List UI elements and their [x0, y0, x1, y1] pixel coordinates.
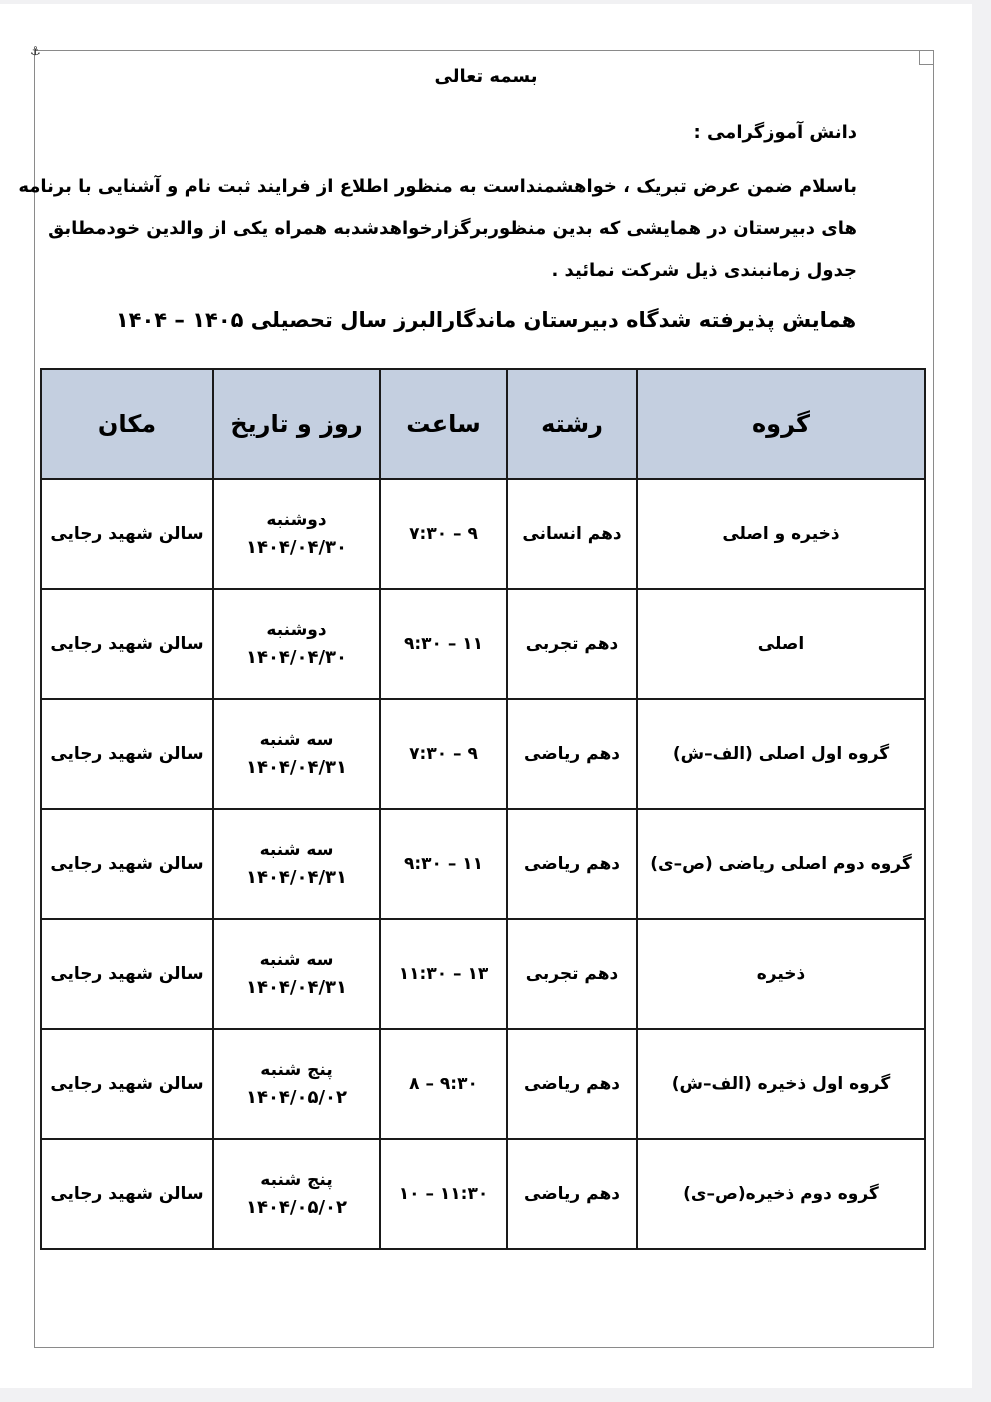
- cell-place: سالن شهید رجایی: [41, 1139, 213, 1249]
- cell-time: ۱۳ – ۱۱:۳۰: [380, 919, 507, 1029]
- cell-date-value: ۱۴۰۴/۰۴/۳۱: [245, 867, 348, 888]
- cell-date: [213, 1029, 380, 1139]
- cell-day: پنج شنبه: [260, 1170, 333, 1190]
- table-row: [41, 589, 925, 699]
- cell-group: گروه دوم ذخیره(ص–ی): [637, 1139, 925, 1249]
- cell-time: ۱۱ – ۹:۳۰: [380, 809, 507, 919]
- table-row: [41, 809, 925, 919]
- cell-place: سالن شهید رجایی: [41, 589, 213, 699]
- cell-field: دهم ریاضی: [507, 809, 637, 919]
- greeting: دانش آموزگرامی :: [693, 122, 857, 143]
- document-sheet: [0, 4, 972, 1388]
- table-row: [41, 919, 925, 1029]
- cell-place: سالن شهید رجایی: [41, 809, 213, 919]
- cell-date-value: ۱۴۰۴/۰۵/۰۲: [245, 1087, 348, 1108]
- cell-field: دهم ریاضی: [507, 1029, 637, 1139]
- folded-corner: [919, 51, 933, 65]
- cell-group: ذخیره: [637, 919, 925, 1029]
- cell-date: [213, 589, 380, 699]
- table-row: [41, 479, 925, 589]
- cell-field: دهم ریاضی: [507, 1139, 637, 1249]
- schedule-table: [40, 368, 926, 1250]
- cell-day: پنج شنبه: [260, 1060, 333, 1080]
- cell-group: اصلی: [637, 589, 925, 699]
- cell-group: گروه اول اصلی (الف–ش): [637, 699, 925, 809]
- cell-date-value: ۱۴۰۴/۰۵/۰۲: [245, 1197, 348, 1218]
- cell-field: دهم تجربی: [507, 919, 637, 1029]
- cell-place: سالن شهید رجایی: [41, 699, 213, 809]
- cell-date-value: ۱۴۰۴/۰۴/۳۰: [245, 537, 348, 558]
- cell-date-value: ۱۴۰۴/۰۴/۳۰: [245, 647, 348, 668]
- cell-date: [213, 919, 380, 1029]
- cell-group: گروه اول ذخیره (الف–ش): [637, 1029, 925, 1139]
- header-field: رشته: [507, 369, 637, 479]
- cell-time: ۹ – ۷:۳۰: [380, 479, 507, 589]
- cell-time: ۹:۳۰ – ۸: [380, 1029, 507, 1139]
- table-row: [41, 1139, 925, 1249]
- header-date: روز و تاریخ: [213, 369, 380, 479]
- cell-day: دوشنبه: [266, 510, 327, 530]
- body-line-3: جدول زمانبندی ذیل شرکت نمائید .: [551, 260, 857, 281]
- cell-date: [213, 1139, 380, 1249]
- header-time: ساعت: [380, 369, 507, 479]
- cell-date-value: ۱۴۰۴/۰۴/۳۱: [245, 757, 348, 778]
- document-title: بسمه تعالی: [434, 66, 538, 87]
- cell-date: [213, 699, 380, 809]
- cell-place: سالن شهید رجایی: [41, 479, 213, 589]
- body-line-2: های دبیرستان در همایشی که بدین منظوربرگزارخواهدشدبه همراه یکی از والدین خودمطابق: [48, 218, 857, 239]
- cell-date: [213, 809, 380, 919]
- cell-time: ۱۱ – ۹:۳۰: [380, 589, 507, 699]
- table-header-row: [41, 369, 925, 479]
- cell-day: سه شنبه: [259, 840, 334, 860]
- cell-date: [213, 479, 380, 589]
- cell-place: سالن شهید رجایی: [41, 1029, 213, 1139]
- cell-field: دهم تجربی: [507, 589, 637, 699]
- table-row: [41, 699, 925, 809]
- cell-time: ۹ – ۷:۳۰: [380, 699, 507, 809]
- header-place: مکان: [41, 369, 213, 479]
- cell-date-value: ۱۴۰۴/۰۴/۳۱: [245, 977, 348, 998]
- cell-group: ذخیره و اصلی: [637, 479, 925, 589]
- cell-field: دهم ریاضی: [507, 699, 637, 809]
- anchor-icon: ⚓: [30, 44, 41, 58]
- body-line-1: باسلام ضمن عرض تبریک ، خواهشمنداست به منظور اطلاع از فرایند ثبت نام و آشنایی با برنامه: [18, 176, 857, 197]
- cell-time: ۱۱:۳۰ – ۱۰: [380, 1139, 507, 1249]
- cell-group: گروه دوم اصلی ریاضی (ص–ی): [637, 809, 925, 919]
- table-row: [41, 1029, 925, 1139]
- cell-day: دوشنبه: [266, 620, 327, 640]
- cell-place: سالن شهید رجایی: [41, 919, 213, 1029]
- schedule-heading: همایش پذیرفته شدگاه دبیرستان ماندگارالبرز سال تحصیلی ۱۴۰۵ – ۱۴۰۴: [115, 308, 857, 332]
- cell-day: سه شنبه: [259, 950, 334, 970]
- header-group: گروه: [637, 369, 925, 479]
- cell-field: دهم انسانی: [507, 479, 637, 589]
- cell-day: سه شنبه: [259, 730, 334, 750]
